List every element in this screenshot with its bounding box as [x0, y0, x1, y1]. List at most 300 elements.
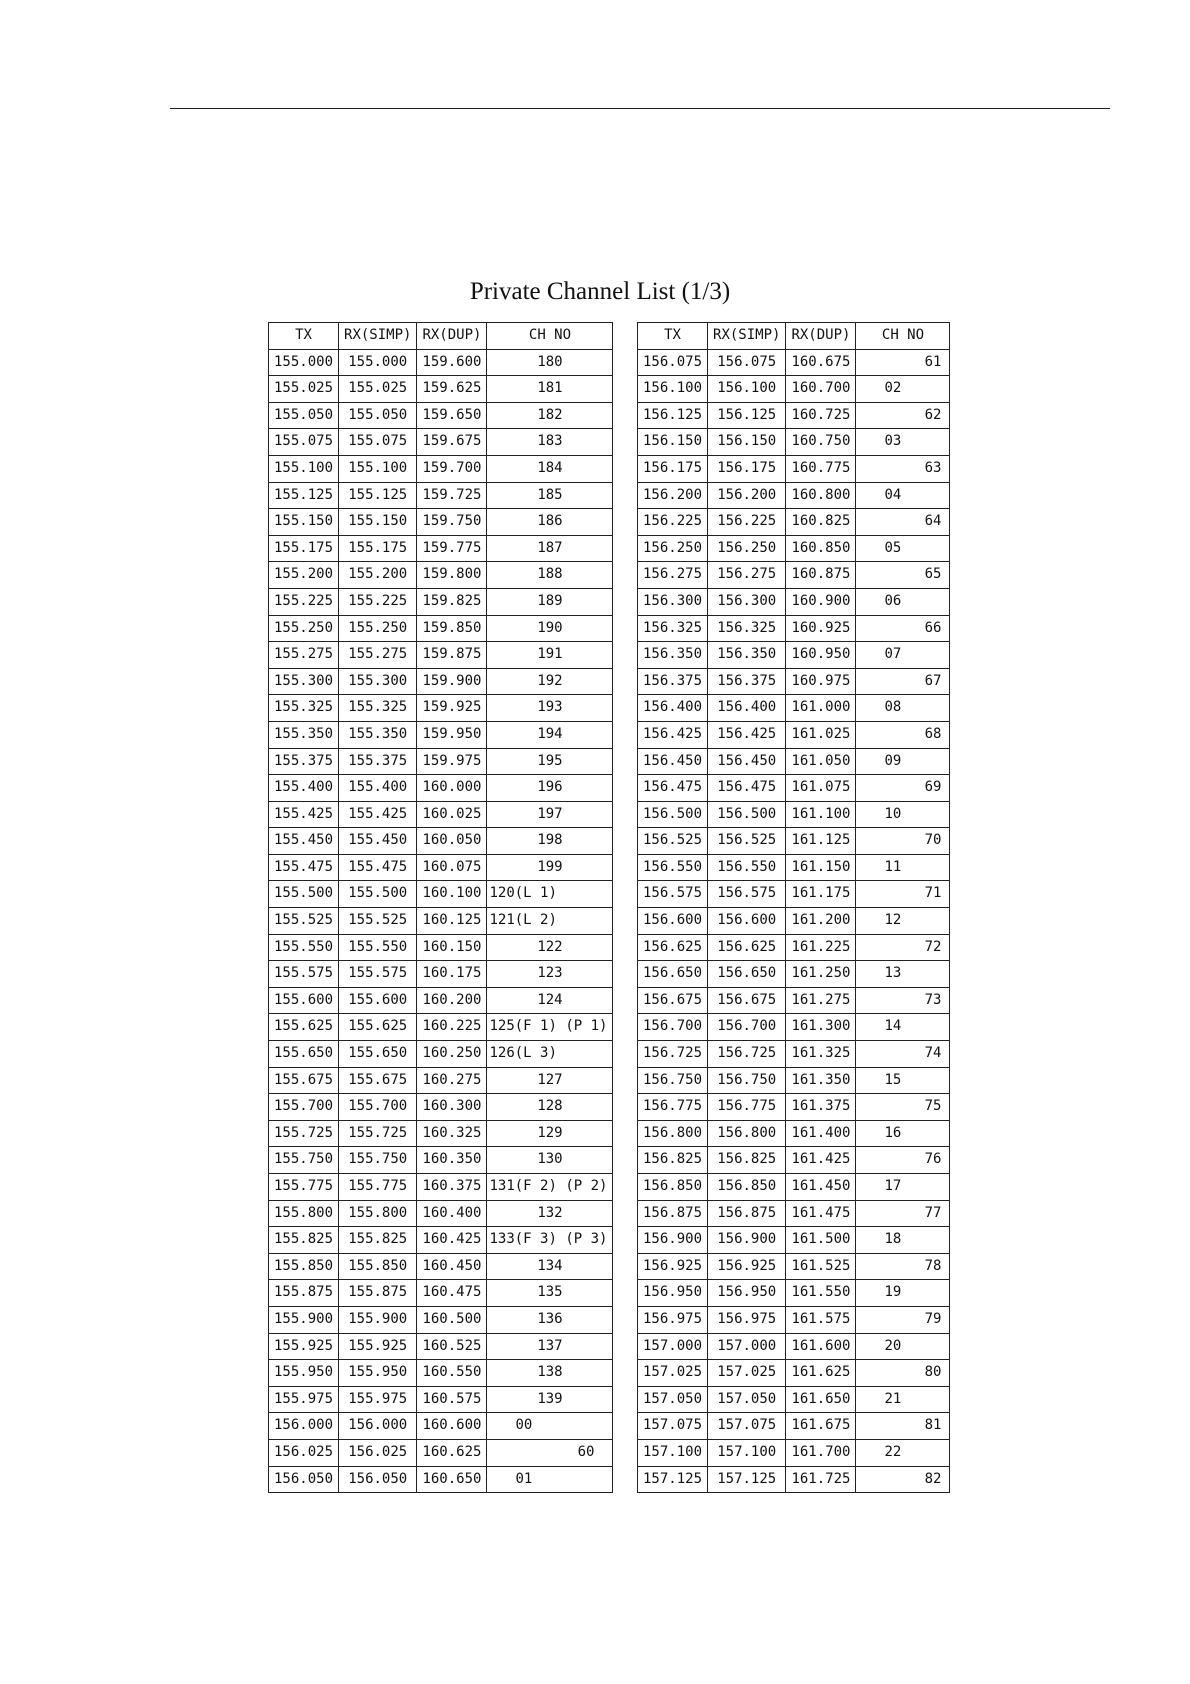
tx-cell: 155.350 [269, 721, 339, 748]
rx-dup-cell: 161.675 [786, 1413, 856, 1440]
table-row [269, 1174, 613, 1201]
table-row [269, 1333, 613, 1360]
ch-no-cell: 60 [487, 1439, 613, 1466]
tx-cell: 156.450 [638, 748, 708, 775]
tx-cell: 156.925 [638, 1253, 708, 1280]
rx-simp-cell: 156.575 [708, 881, 786, 908]
rx-dup-cell: 160.200 [417, 987, 487, 1014]
table-row [638, 642, 950, 669]
header-ch-no: CH NO [487, 323, 613, 350]
rx-dup-cell: 161.550 [786, 1280, 856, 1307]
table-row [638, 1014, 950, 1041]
ch-no-cell: 124 [487, 987, 613, 1014]
rx-dup-cell: 160.500 [417, 1306, 487, 1333]
rx-simp-cell: 156.800 [708, 1120, 786, 1147]
rx-simp-cell: 156.700 [708, 1014, 786, 1041]
rx-simp-cell: 155.825 [339, 1227, 417, 1254]
ch-no-cell: 186 [487, 509, 613, 536]
table-row [269, 588, 613, 615]
ch-no-cell: 20 [856, 1333, 950, 1360]
tx-cell: 155.775 [269, 1174, 339, 1201]
table-row [269, 402, 613, 429]
tx-cell: 155.525 [269, 908, 339, 935]
tx-cell: 156.700 [638, 1014, 708, 1041]
rx-simp-cell: 156.725 [708, 1041, 786, 1068]
table-row [638, 588, 950, 615]
rx-dup-cell: 159.800 [417, 562, 487, 589]
rx-dup-cell: 161.025 [786, 721, 856, 748]
table-row [638, 455, 950, 482]
rx-dup-cell: 160.125 [417, 908, 487, 935]
tx-cell: 155.400 [269, 775, 339, 802]
tx-cell: 155.600 [269, 987, 339, 1014]
table-row [269, 349, 613, 376]
rx-simp-cell: 155.675 [339, 1067, 417, 1094]
tx-cell: 156.025 [269, 1439, 339, 1466]
rx-dup-cell: 159.600 [417, 349, 487, 376]
table-row [269, 1120, 613, 1147]
rx-dup-cell: 160.975 [786, 668, 856, 695]
ch-no-cell: 68 [856, 721, 950, 748]
rx-simp-cell: 156.825 [708, 1147, 786, 1174]
tx-cell: 156.425 [638, 721, 708, 748]
rx-dup-cell: 160.100 [417, 881, 487, 908]
tx-cell: 156.575 [638, 881, 708, 908]
table-row [269, 934, 613, 961]
table-row [638, 429, 950, 456]
rx-dup-cell: 161.650 [786, 1386, 856, 1413]
rx-dup-cell: 159.750 [417, 509, 487, 536]
rx-dup-cell: 161.125 [786, 828, 856, 855]
table-row [269, 1014, 613, 1041]
ch-no-cell: 184 [487, 455, 613, 482]
ch-no-cell: 21 [856, 1386, 950, 1413]
tx-cell: 156.500 [638, 801, 708, 828]
rx-dup-cell: 160.800 [786, 482, 856, 509]
table-row [269, 1386, 613, 1413]
rx-simp-cell: 155.625 [339, 1014, 417, 1041]
tx-cell: 157.100 [638, 1439, 708, 1466]
table-row [638, 1094, 950, 1121]
ch-no-cell: 22 [856, 1439, 950, 1466]
rx-simp-cell: 156.250 [708, 535, 786, 562]
rx-simp-cell: 155.500 [339, 881, 417, 908]
ch-no-cell: 121(L 2) [487, 908, 613, 935]
header-rx-dup: RX(DUP) [786, 323, 856, 350]
tx-cell: 155.025 [269, 376, 339, 403]
tx-cell: 156.675 [638, 987, 708, 1014]
ch-no-cell: 16 [856, 1120, 950, 1147]
rx-simp-cell: 156.375 [708, 668, 786, 695]
rx-dup-cell: 161.525 [786, 1253, 856, 1280]
rx-simp-cell: 156.300 [708, 588, 786, 615]
table-row [638, 1413, 950, 1440]
rx-simp-cell: 155.950 [339, 1360, 417, 1387]
rx-dup-cell: 161.000 [786, 695, 856, 722]
rx-dup-cell: 160.575 [417, 1386, 487, 1413]
ch-no-cell: 69 [856, 775, 950, 802]
table-row [269, 881, 613, 908]
rx-dup-cell: 161.075 [786, 775, 856, 802]
tx-cell: 155.250 [269, 615, 339, 642]
tx-cell: 156.125 [638, 402, 708, 429]
rx-dup-cell: 160.875 [786, 562, 856, 589]
tx-cell: 155.300 [269, 668, 339, 695]
tx-cell: 157.075 [638, 1413, 708, 1440]
table-row [269, 1439, 613, 1466]
rx-dup-cell: 161.300 [786, 1014, 856, 1041]
rx-dup-cell: 161.325 [786, 1041, 856, 1068]
ch-no-cell: 12 [856, 908, 950, 935]
rx-dup-cell: 160.600 [417, 1413, 487, 1440]
ch-no-cell: 194 [487, 721, 613, 748]
tx-cell: 156.625 [638, 934, 708, 961]
rx-simp-cell: 155.275 [339, 642, 417, 669]
rx-dup-cell: 160.925 [786, 615, 856, 642]
tx-cell: 156.875 [638, 1200, 708, 1227]
tx-cell: 156.775 [638, 1094, 708, 1121]
ch-no-cell: 13 [856, 961, 950, 988]
tx-cell: 155.875 [269, 1280, 339, 1307]
table-row [638, 934, 950, 961]
tx-cell: 155.275 [269, 642, 339, 669]
rx-dup-cell: 159.850 [417, 615, 487, 642]
rx-simp-cell: 155.025 [339, 376, 417, 403]
ch-no-cell: 63 [856, 455, 950, 482]
rx-simp-cell: 156.075 [708, 349, 786, 376]
header-row [269, 323, 613, 350]
tx-cell: 156.050 [269, 1466, 339, 1493]
tx-cell: 155.950 [269, 1360, 339, 1387]
table-row [638, 1360, 950, 1387]
rx-dup-cell: 160.525 [417, 1333, 487, 1360]
rx-dup-cell: 159.875 [417, 642, 487, 669]
rx-dup-cell: 161.050 [786, 748, 856, 775]
tx-cell: 156.950 [638, 1280, 708, 1307]
tx-cell: 156.850 [638, 1174, 708, 1201]
rx-dup-cell: 161.425 [786, 1147, 856, 1174]
table-row [638, 668, 950, 695]
tx-cell: 157.125 [638, 1466, 708, 1493]
table-row [269, 562, 613, 589]
rx-dup-cell: 161.350 [786, 1067, 856, 1094]
ch-no-cell: 196 [487, 775, 613, 802]
rx-dup-cell: 161.375 [786, 1094, 856, 1121]
rx-simp-cell: 156.050 [339, 1466, 417, 1493]
table-row [269, 695, 613, 722]
table-row [269, 1067, 613, 1094]
table-row [638, 376, 950, 403]
rx-simp-cell: 155.975 [339, 1386, 417, 1413]
rx-dup-cell: 159.975 [417, 748, 487, 775]
rx-dup-cell: 160.725 [786, 402, 856, 429]
rx-simp-cell: 155.750 [339, 1147, 417, 1174]
table-row [269, 509, 613, 536]
rx-dup-cell: 161.575 [786, 1306, 856, 1333]
rx-simp-cell: 156.900 [708, 1227, 786, 1254]
tx-cell: 156.600 [638, 908, 708, 935]
rx-simp-cell: 155.125 [339, 482, 417, 509]
rx-simp-cell: 155.650 [339, 1041, 417, 1068]
rx-dup-cell: 160.175 [417, 961, 487, 988]
tx-cell: 156.750 [638, 1067, 708, 1094]
header-rx-dup: RX(DUP) [417, 323, 487, 350]
rx-simp-cell: 156.550 [708, 854, 786, 881]
rx-simp-cell: 155.775 [339, 1174, 417, 1201]
rx-simp-cell: 156.750 [708, 1067, 786, 1094]
ch-no-cell: 02 [856, 376, 950, 403]
ch-no-cell: 14 [856, 1014, 950, 1041]
rx-dup-cell: 161.275 [786, 987, 856, 1014]
ch-no-cell: 78 [856, 1253, 950, 1280]
rx-dup-cell: 160.250 [417, 1041, 487, 1068]
tx-cell: 157.050 [638, 1386, 708, 1413]
tx-cell: 155.425 [269, 801, 339, 828]
tx-cell: 156.900 [638, 1227, 708, 1254]
rx-dup-cell: 160.850 [786, 535, 856, 562]
tx-cell: 156.225 [638, 509, 708, 536]
rx-dup-cell: 160.450 [417, 1253, 487, 1280]
rx-dup-cell: 160.225 [417, 1014, 487, 1041]
tx-cell: 155.100 [269, 455, 339, 482]
rx-dup-cell: 159.825 [417, 588, 487, 615]
rx-simp-cell: 155.175 [339, 535, 417, 562]
rx-simp-cell: 157.050 [708, 1386, 786, 1413]
tx-cell: 156.175 [638, 455, 708, 482]
rx-dup-cell: 159.650 [417, 402, 487, 429]
ch-no-cell: 74 [856, 1041, 950, 1068]
tx-cell: 156.475 [638, 775, 708, 802]
ch-no-cell: 08 [856, 695, 950, 722]
rx-simp-cell: 157.000 [708, 1333, 786, 1360]
table-row [269, 1360, 613, 1387]
rx-dup-cell: 161.175 [786, 881, 856, 908]
tx-cell: 155.150 [269, 509, 339, 536]
tx-cell: 156.975 [638, 1306, 708, 1333]
ch-no-cell: 182 [487, 402, 613, 429]
tx-cell: 155.325 [269, 695, 339, 722]
rx-simp-cell: 155.250 [339, 615, 417, 642]
rx-simp-cell: 156.600 [708, 908, 786, 935]
ch-no-cell: 129 [487, 1120, 613, 1147]
table-row [269, 1094, 613, 1121]
ch-no-cell: 70 [856, 828, 950, 855]
rx-simp-cell: 156.450 [708, 748, 786, 775]
ch-no-cell: 190 [487, 615, 613, 642]
rx-dup-cell: 160.075 [417, 854, 487, 881]
ch-no-cell: 19 [856, 1280, 950, 1307]
table-row [269, 801, 613, 828]
table-row [638, 509, 950, 536]
ch-no-cell: 61 [856, 349, 950, 376]
ch-no-cell: 191 [487, 642, 613, 669]
ch-no-cell: 136 [487, 1306, 613, 1333]
tx-cell: 155.175 [269, 535, 339, 562]
tx-cell: 156.100 [638, 376, 708, 403]
tx-cell: 155.075 [269, 429, 339, 456]
rx-simp-cell: 155.425 [339, 801, 417, 828]
rx-dup-cell: 160.675 [786, 349, 856, 376]
rx-simp-cell: 156.100 [708, 376, 786, 403]
table-row [638, 562, 950, 589]
table-row [638, 1466, 950, 1493]
tx-cell: 156.725 [638, 1041, 708, 1068]
tx-cell: 156.300 [638, 588, 708, 615]
header-rx-simp: RX(SIMP) [708, 323, 786, 350]
ch-no-cell: 05 [856, 535, 950, 562]
rx-dup-cell: 160.700 [786, 376, 856, 403]
ch-no-cell: 181 [487, 376, 613, 403]
table-row [638, 1439, 950, 1466]
rx-dup-cell: 160.275 [417, 1067, 487, 1094]
tx-cell: 156.325 [638, 615, 708, 642]
ch-no-cell: 198 [487, 828, 613, 855]
table-row [269, 482, 613, 509]
table-row [269, 1147, 613, 1174]
rx-simp-cell: 155.075 [339, 429, 417, 456]
tx-cell: 156.800 [638, 1120, 708, 1147]
rx-simp-cell: 156.875 [708, 1200, 786, 1227]
header-tx: TX [638, 323, 708, 350]
ch-no-cell: 137 [487, 1333, 613, 1360]
rx-dup-cell: 160.150 [417, 934, 487, 961]
ch-no-cell: 10 [856, 801, 950, 828]
header-rx-simp: RX(SIMP) [339, 323, 417, 350]
rx-simp-cell: 156.975 [708, 1306, 786, 1333]
rx-simp-cell: 155.800 [339, 1200, 417, 1227]
rx-simp-cell: 156.525 [708, 828, 786, 855]
table-row [269, 721, 613, 748]
rx-dup-cell: 160.950 [786, 642, 856, 669]
ch-no-cell: 126(L 3) [487, 1041, 613, 1068]
rx-dup-cell: 159.925 [417, 695, 487, 722]
tx-cell: 156.825 [638, 1147, 708, 1174]
ch-no-cell: 188 [487, 562, 613, 589]
table-row [638, 1200, 950, 1227]
ch-no-cell: 139 [487, 1386, 613, 1413]
ch-no-cell: 82 [856, 1466, 950, 1493]
ch-no-cell: 76 [856, 1147, 950, 1174]
ch-no-cell: 71 [856, 881, 950, 908]
tx-cell: 155.675 [269, 1067, 339, 1094]
table-row [269, 429, 613, 456]
rx-dup-cell: 161.600 [786, 1333, 856, 1360]
ch-no-cell: 01 [487, 1466, 613, 1493]
table-row [638, 748, 950, 775]
rx-dup-cell: 161.625 [786, 1360, 856, 1387]
rx-dup-cell: 160.900 [786, 588, 856, 615]
ch-no-cell: 03 [856, 429, 950, 456]
ch-no-cell: 135 [487, 1280, 613, 1307]
tx-cell: 156.375 [638, 668, 708, 695]
rx-simp-cell: 157.125 [708, 1466, 786, 1493]
ch-no-cell: 134 [487, 1253, 613, 1280]
rx-simp-cell: 156.225 [708, 509, 786, 536]
tx-cell: 155.850 [269, 1253, 339, 1280]
rx-simp-cell: 155.400 [339, 775, 417, 802]
rx-dup-cell: 159.700 [417, 455, 487, 482]
rx-dup-cell: 160.625 [417, 1439, 487, 1466]
rx-simp-cell: 155.525 [339, 908, 417, 935]
tx-cell: 155.825 [269, 1227, 339, 1254]
tx-cell: 155.375 [269, 748, 339, 775]
rx-dup-cell: 160.300 [417, 1094, 487, 1121]
tx-cell: 155.925 [269, 1333, 339, 1360]
rx-dup-cell: 161.450 [786, 1174, 856, 1201]
table-row [269, 1227, 613, 1254]
ch-no-cell: 193 [487, 695, 613, 722]
tx-cell: 155.725 [269, 1120, 339, 1147]
ch-no-cell: 72 [856, 934, 950, 961]
rx-dup-cell: 160.650 [417, 1466, 487, 1493]
ch-no-cell: 132 [487, 1200, 613, 1227]
header-tx: TX [269, 323, 339, 350]
rx-simp-cell: 156.400 [708, 695, 786, 722]
tx-cell: 155.750 [269, 1147, 339, 1174]
rx-simp-cell: 155.050 [339, 402, 417, 429]
ch-no-cell: 15 [856, 1067, 950, 1094]
ch-no-cell: 123 [487, 961, 613, 988]
rx-simp-cell: 155.100 [339, 455, 417, 482]
ch-no-cell: 65 [856, 562, 950, 589]
ch-no-cell: 131(F 2) (P 2) [487, 1174, 613, 1201]
rx-simp-cell: 157.025 [708, 1360, 786, 1387]
rx-simp-cell: 156.325 [708, 615, 786, 642]
rx-dup-cell: 161.225 [786, 934, 856, 961]
tx-cell: 155.550 [269, 934, 339, 961]
tx-cell: 155.500 [269, 881, 339, 908]
table-row [269, 854, 613, 881]
rx-simp-cell: 156.475 [708, 775, 786, 802]
tx-cell: 155.000 [269, 349, 339, 376]
rx-simp-cell: 155.200 [339, 562, 417, 589]
table-row [638, 987, 950, 1014]
ch-no-cell: 18 [856, 1227, 950, 1254]
rx-dup-cell: 159.625 [417, 376, 487, 403]
ch-no-cell: 192 [487, 668, 613, 695]
rx-simp-cell: 156.175 [708, 455, 786, 482]
rx-simp-cell: 155.875 [339, 1280, 417, 1307]
ch-no-cell: 04 [856, 482, 950, 509]
rx-simp-cell: 157.100 [708, 1439, 786, 1466]
rx-simp-cell: 156.150 [708, 429, 786, 456]
rx-dup-cell: 160.375 [417, 1174, 487, 1201]
ch-no-cell: 138 [487, 1360, 613, 1387]
tx-cell: 155.800 [269, 1200, 339, 1227]
ch-no-cell: 77 [856, 1200, 950, 1227]
rx-simp-cell: 155.925 [339, 1333, 417, 1360]
rx-simp-cell: 155.475 [339, 854, 417, 881]
header-ch-no: CH NO [856, 323, 950, 350]
table-row [638, 1253, 950, 1280]
table-row [638, 695, 950, 722]
tx-cell: 156.550 [638, 854, 708, 881]
table-row [269, 1253, 613, 1280]
table-row [638, 828, 950, 855]
table-row [269, 535, 613, 562]
rx-dup-cell: 160.550 [417, 1360, 487, 1387]
page-title: Private Channel List (1/3) [469, 278, 731, 305]
table-row [269, 1306, 613, 1333]
rx-simp-cell: 155.725 [339, 1120, 417, 1147]
table-row [638, 1280, 950, 1307]
tx-cell: 155.700 [269, 1094, 339, 1121]
table-row [269, 1466, 613, 1493]
tx-cell: 155.575 [269, 961, 339, 988]
rx-dup-cell: 160.325 [417, 1120, 487, 1147]
ch-no-cell: 120(L 1) [487, 881, 613, 908]
rx-simp-cell: 156.625 [708, 934, 786, 961]
